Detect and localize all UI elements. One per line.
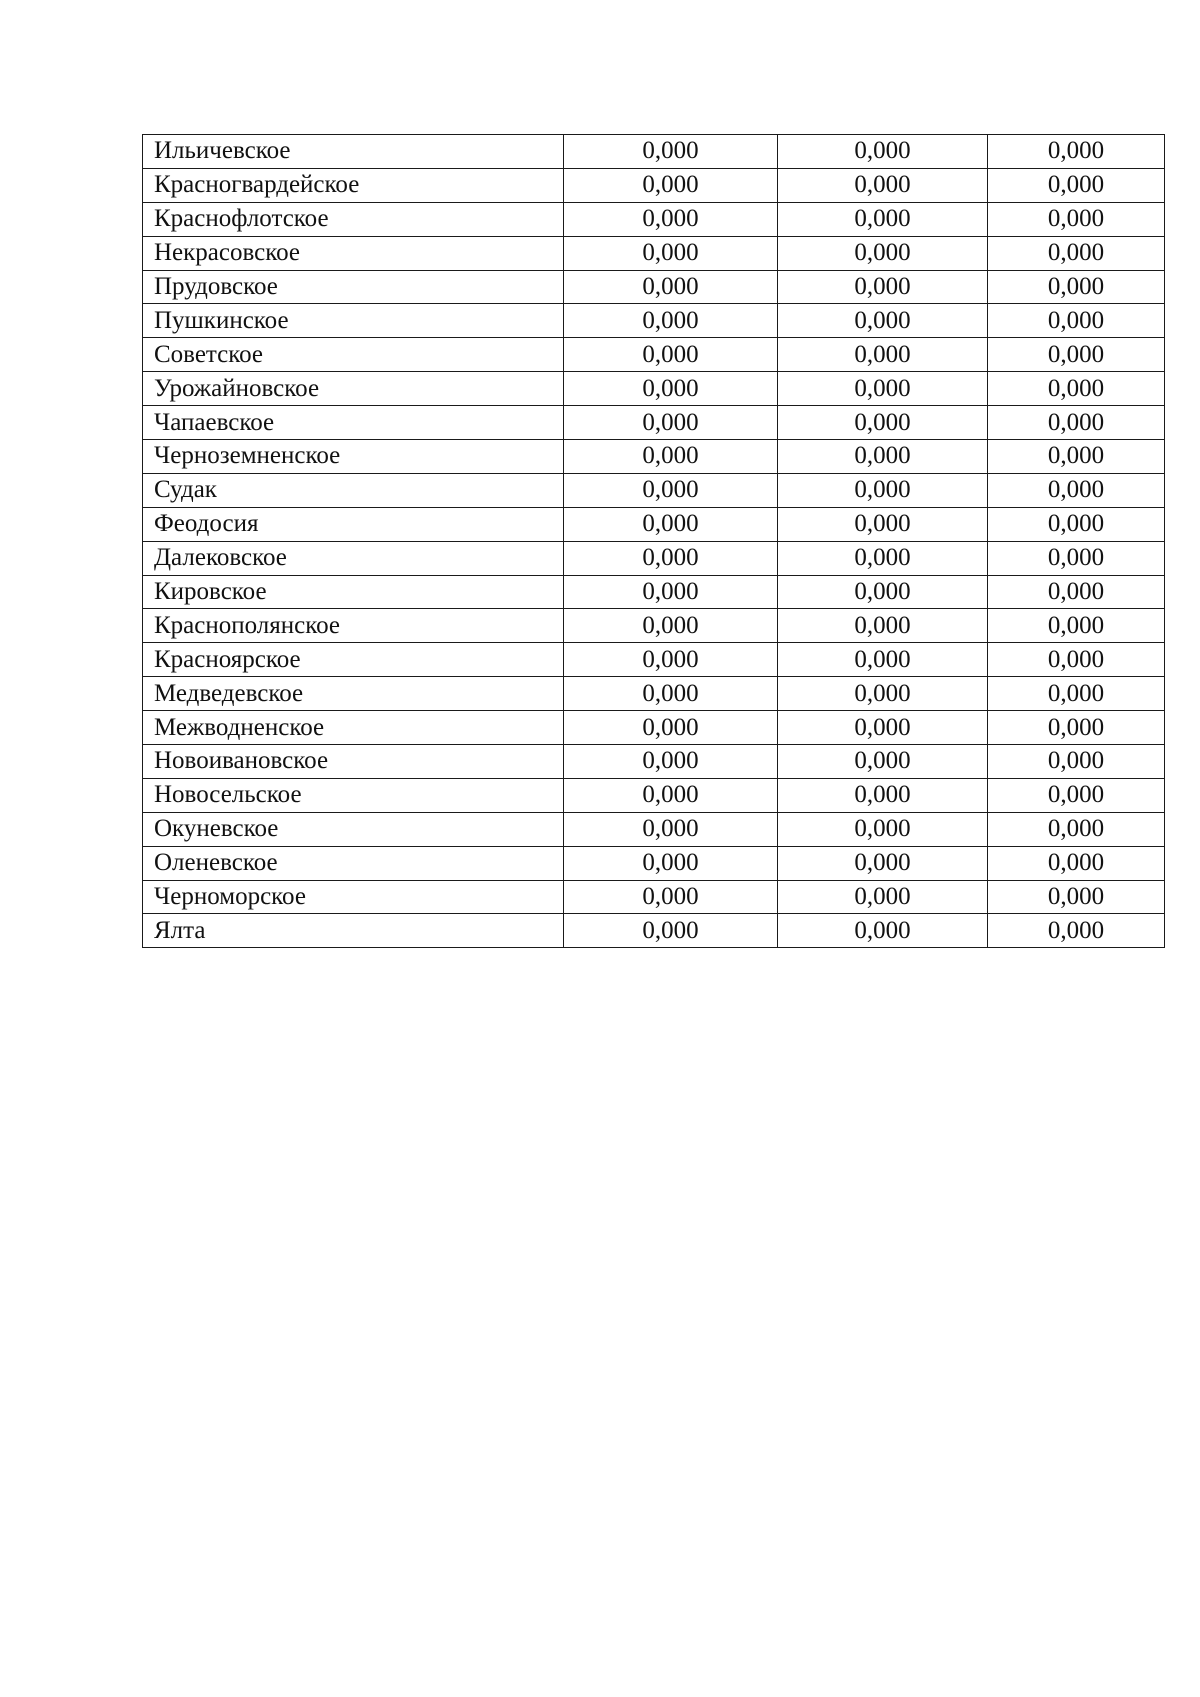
table-row: [143, 135, 1165, 169]
value-cell-col3: 0,000: [988, 406, 1165, 440]
value-cell-col3: 0,000: [988, 914, 1165, 948]
value-cell-col2: 0,000: [778, 609, 988, 643]
table-row: [143, 440, 1165, 474]
value-cell-col1: 0,000: [564, 440, 778, 474]
table-row: [143, 338, 1165, 372]
value-cell-col1: 0,000: [564, 711, 778, 745]
settlement-name-cell: Красноярское: [143, 643, 564, 677]
value-cell-col1: 0,000: [564, 778, 778, 812]
value-cell-col1: 0,000: [564, 338, 778, 372]
settlement-name-cell: Новоивановское: [143, 745, 564, 779]
settlement-values-table: [142, 134, 1165, 948]
value-cell-col3: 0,000: [988, 677, 1165, 711]
value-cell-col3: 0,000: [988, 609, 1165, 643]
value-cell-col3: 0,000: [988, 135, 1165, 169]
value-cell-col1: 0,000: [564, 202, 778, 236]
value-cell-col2: 0,000: [778, 711, 988, 745]
table-row: [143, 406, 1165, 440]
table-row: [143, 609, 1165, 643]
table-row: [143, 914, 1165, 948]
table-row: [143, 507, 1165, 541]
value-cell-col2: 0,000: [778, 372, 988, 406]
settlement-name-cell: Оленевское: [143, 846, 564, 880]
value-cell-col3: 0,000: [988, 745, 1165, 779]
settlement-name-cell: Кировское: [143, 575, 564, 609]
value-cell-col1: 0,000: [564, 507, 778, 541]
settlement-name-cell: Некрасовское: [143, 236, 564, 270]
value-cell-col3: 0,000: [988, 473, 1165, 507]
value-cell-col2: 0,000: [778, 778, 988, 812]
table-row: [143, 880, 1165, 914]
settlement-name-cell: Чапаевское: [143, 406, 564, 440]
table-row: [143, 473, 1165, 507]
value-cell-col2: 0,000: [778, 338, 988, 372]
value-cell-col3: 0,000: [988, 202, 1165, 236]
table-row: [143, 778, 1165, 812]
table-row: [143, 304, 1165, 338]
value-cell-col2: 0,000: [778, 575, 988, 609]
value-cell-col3: 0,000: [988, 778, 1165, 812]
value-cell-col3: 0,000: [988, 236, 1165, 270]
value-cell-col1: 0,000: [564, 677, 778, 711]
value-cell-col2: 0,000: [778, 473, 988, 507]
table-row: [143, 745, 1165, 779]
value-cell-col1: 0,000: [564, 406, 778, 440]
value-cell-col2: 0,000: [778, 643, 988, 677]
value-cell-col2: 0,000: [778, 406, 988, 440]
settlement-name-cell: Межводненское: [143, 711, 564, 745]
value-cell-col2: 0,000: [778, 541, 988, 575]
value-cell-col3: 0,000: [988, 270, 1165, 304]
value-cell-col2: 0,000: [778, 304, 988, 338]
table-row: [143, 812, 1165, 846]
value-cell-col3: 0,000: [988, 846, 1165, 880]
settlement-name-cell: Красногвардейское: [143, 168, 564, 202]
settlement-name-cell: Черноземненское: [143, 440, 564, 474]
table-row: [143, 270, 1165, 304]
value-cell-col3: 0,000: [988, 643, 1165, 677]
value-cell-col2: 0,000: [778, 880, 988, 914]
value-cell-col3: 0,000: [988, 880, 1165, 914]
table-row: [143, 711, 1165, 745]
value-cell-col2: 0,000: [778, 914, 988, 948]
table-row: [143, 202, 1165, 236]
value-cell-col1: 0,000: [564, 236, 778, 270]
value-cell-col1: 0,000: [564, 270, 778, 304]
settlement-name-cell: Далековское: [143, 541, 564, 575]
value-cell-col1: 0,000: [564, 846, 778, 880]
value-cell-col1: 0,000: [564, 643, 778, 677]
value-cell-col1: 0,000: [564, 473, 778, 507]
settlement-name-cell: Медведевское: [143, 677, 564, 711]
value-cell-col2: 0,000: [778, 440, 988, 474]
table-row: [143, 575, 1165, 609]
table-row: [143, 677, 1165, 711]
value-cell-col3: 0,000: [988, 168, 1165, 202]
table-row: [143, 846, 1165, 880]
value-cell-col3: 0,000: [988, 372, 1165, 406]
value-cell-col2: 0,000: [778, 168, 988, 202]
value-cell-col1: 0,000: [564, 575, 778, 609]
value-cell-col1: 0,000: [564, 304, 778, 338]
value-cell-col2: 0,000: [778, 745, 988, 779]
settlement-name-cell: Судак: [143, 473, 564, 507]
value-cell-col1: 0,000: [564, 372, 778, 406]
value-cell-col1: 0,000: [564, 135, 778, 169]
value-cell-col3: 0,000: [988, 711, 1165, 745]
settlement-name-cell: Краснополянское: [143, 609, 564, 643]
settlement-name-cell: Черноморское: [143, 880, 564, 914]
value-cell-col2: 0,000: [778, 135, 988, 169]
settlement-name-cell: Прудовское: [143, 270, 564, 304]
value-cell-col3: 0,000: [988, 541, 1165, 575]
settlement-name-cell: Феодосия: [143, 507, 564, 541]
value-cell-col1: 0,000: [564, 541, 778, 575]
settlement-name-cell: Ильичевское: [143, 135, 564, 169]
table-row: [143, 643, 1165, 677]
settlement-name-cell: Советское: [143, 338, 564, 372]
value-cell-col1: 0,000: [564, 880, 778, 914]
value-cell-col2: 0,000: [778, 236, 988, 270]
value-cell-col3: 0,000: [988, 338, 1165, 372]
table-row: [143, 236, 1165, 270]
settlement-name-cell: Урожайновское: [143, 372, 564, 406]
value-cell-col2: 0,000: [778, 270, 988, 304]
value-cell-col3: 0,000: [988, 507, 1165, 541]
value-cell-col1: 0,000: [564, 745, 778, 779]
value-cell-col3: 0,000: [988, 440, 1165, 474]
value-cell-col3: 0,000: [988, 812, 1165, 846]
value-cell-col1: 0,000: [564, 812, 778, 846]
value-cell-col2: 0,000: [778, 846, 988, 880]
table-row: [143, 372, 1165, 406]
table-body: [143, 135, 1165, 948]
value-cell-col2: 0,000: [778, 507, 988, 541]
settlement-name-cell: Пушкинское: [143, 304, 564, 338]
table-row: [143, 541, 1165, 575]
value-cell-col2: 0,000: [778, 677, 988, 711]
settlement-name-cell: Окуневское: [143, 812, 564, 846]
value-cell-col1: 0,000: [564, 609, 778, 643]
settlement-name-cell: Краснофлотское: [143, 202, 564, 236]
value-cell-col1: 0,000: [564, 168, 778, 202]
settlement-name-cell: Новосельское: [143, 778, 564, 812]
settlement-name-cell: Ялта: [143, 914, 564, 948]
value-cell-col3: 0,000: [988, 304, 1165, 338]
value-cell-col1: 0,000: [564, 914, 778, 948]
value-cell-col2: 0,000: [778, 812, 988, 846]
value-cell-col3: 0,000: [988, 575, 1165, 609]
table-row: [143, 168, 1165, 202]
value-cell-col2: 0,000: [778, 202, 988, 236]
